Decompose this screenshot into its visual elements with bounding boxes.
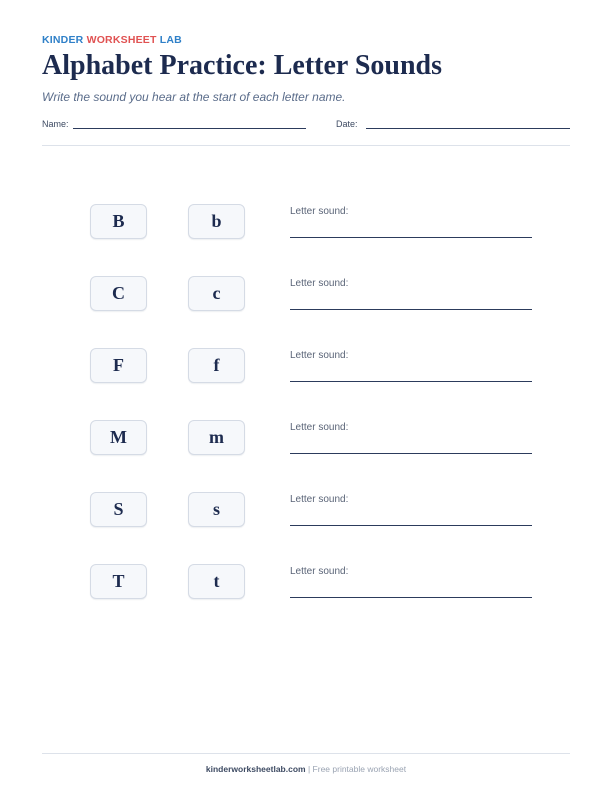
lowercase-letter-tile: c [188, 276, 245, 311]
page-title: Alphabet Practice: Letter Sounds [42, 50, 442, 81]
lowercase-letter-tile: t [188, 564, 245, 599]
letter-sound-label: Letter sound: [290, 278, 349, 289]
brand-part-worksheet: WORKSHEET [86, 34, 157, 46]
uppercase-letter-tile: F [90, 348, 147, 383]
footer-divider [42, 753, 570, 754]
lowercase-letter-tile: m [188, 420, 245, 455]
uppercase-letter-tile: M [90, 420, 147, 455]
letter-sound-answer-line[interactable] [290, 597, 532, 598]
letter-sound-answer-line[interactable] [290, 525, 532, 526]
date-field[interactable] [366, 128, 570, 129]
footer [0, 764, 612, 774]
name-field[interactable] [73, 128, 306, 129]
date-label: Date: [336, 119, 358, 129]
lowercase-letter-tile: s [188, 492, 245, 527]
header-divider [42, 145, 570, 146]
letter-sound-answer-line[interactable] [290, 453, 532, 454]
letter-sound-label: Letter sound: [290, 206, 349, 217]
brand-part-kinder: KINDER [42, 34, 84, 46]
name-label: Name: [42, 119, 69, 129]
lowercase-letter-tile: f [188, 348, 245, 383]
letter-sound-answer-line[interactable] [290, 309, 532, 310]
uppercase-letter-tile: S [90, 492, 147, 527]
letter-sound-answer-line[interactable] [290, 381, 532, 382]
brand-logo [42, 34, 182, 46]
lowercase-letter-tile: b [188, 204, 245, 239]
letter-sound-label: Letter sound: [290, 566, 349, 577]
letter-sound-label: Letter sound: [290, 422, 349, 433]
page-subtitle: Write the sound you hear at the start of each letter name. [42, 90, 346, 104]
footer-note: Free printable worksheet [312, 764, 407, 774]
brand-part-lab: LAB [159, 34, 182, 46]
uppercase-letter-tile: B [90, 204, 147, 239]
letter-sound-label: Letter sound: [290, 494, 349, 505]
uppercase-letter-tile: T [90, 564, 147, 599]
uppercase-letter-tile: C [90, 276, 147, 311]
letter-sound-answer-line[interactable] [290, 237, 532, 238]
letter-sound-label: Letter sound: [290, 350, 349, 361]
footer-site-link[interactable]: kinderworksheetlab.com [205, 764, 306, 774]
footer-separator: | [307, 764, 311, 774]
